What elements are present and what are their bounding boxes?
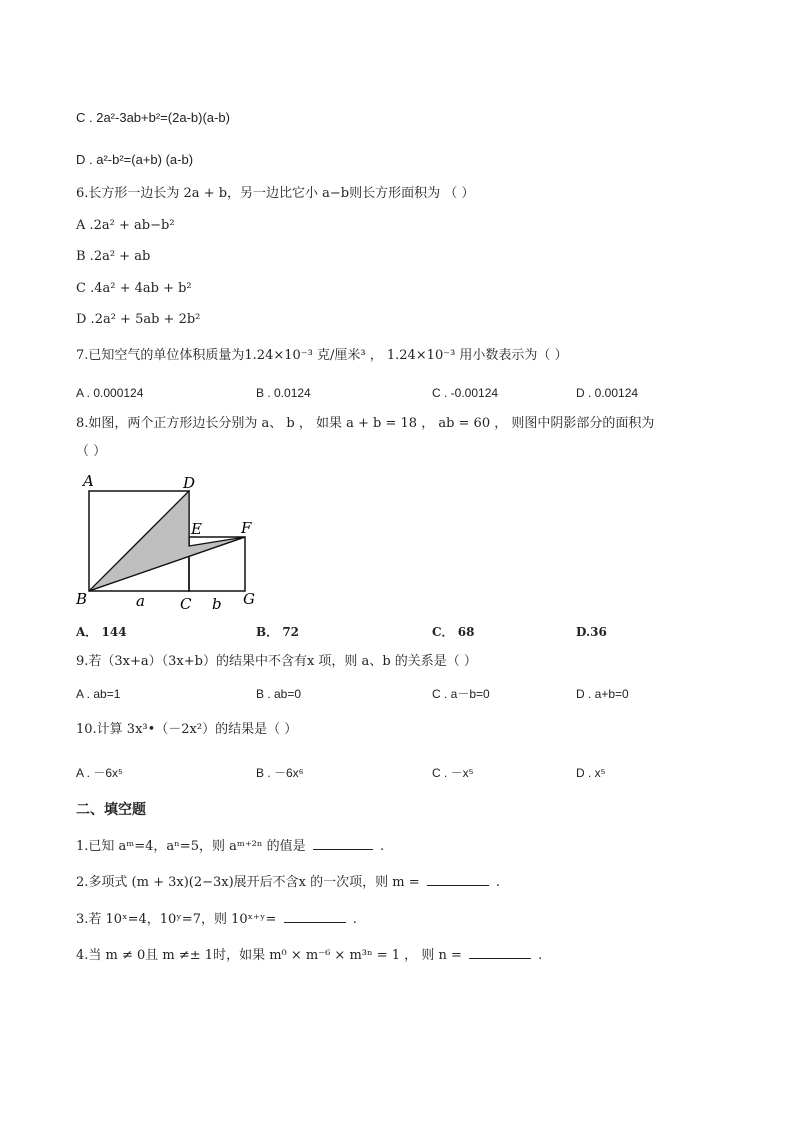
label-e-point: E [191,520,202,538]
q6-option-b: B .2a² + ab [76,249,151,264]
fill-q4-blank[interactable] [469,946,531,959]
q6-option-d: D .2a² + 5ab + 2b² [76,312,201,327]
q7-option-d: D . 0.00124 [576,386,639,400]
q10-option-a: A . －6x⁵ [76,766,123,780]
fill-q4-text: 4.当 m ≠ 0且 m ≠± 1时，如果 m⁰ × m⁻⁶ × m³ⁿ = 1 ， 则 n = [76,948,462,963]
q9-stem: 9.若（3x+a）（3x+b）的结果中不含有x 项，则 a、b 的关系是（ ） [76,654,477,669]
fill-q2-blank[interactable] [427,873,489,886]
q6-stem: 6.长方形一边长为 2a + b，另一边比它小 a−b则长方形面积为 （ ） [76,186,475,201]
fill-q3-blank[interactable] [284,910,346,923]
q9-option-d: D . a+b=0 [576,687,629,701]
fill-q3-text: 3.若 10ˣ=4，10ʸ=7，则 10ˣ⁺ʸ= [76,912,277,927]
fill-q4-end: . [538,948,543,963]
q9-option-c: C . a－b=0 [432,687,490,701]
q8-geometry-figure [70,470,270,615]
fill-q2-end: . [495,875,501,890]
fill-q3-end: . [352,912,357,927]
q5-option-d: D . a²-b²=(a+b) (a-b) [76,152,194,167]
label-c-point: C [180,595,192,613]
label-d-point: D [183,474,196,492]
fill-q1-end: . [379,839,385,854]
q8-option-b: B． 72 [256,625,300,639]
fill-q3 [76,910,357,928]
fill-q1-text: 1.已知 aᵐ=4，aⁿ=5，则 aᵐ⁺²ⁿ 的值是 [76,839,306,854]
q6-option-a: A .2a² + ab−b² [76,218,175,233]
fill-q2 [76,873,500,891]
q5-option-c: C . 2a²-3ab+b²=(2a-b)(a-b) [76,110,230,125]
shaded-region [89,491,245,591]
fill-q1-blank[interactable] [313,837,373,850]
q8-option-d: D.36 [576,625,607,639]
q9-option-a: A . ab=1 [76,687,121,701]
q7-option-b: B . 0.0124 [256,386,311,400]
label-side-a: a [136,592,145,610]
q7-option-c: C . -0.00124 [432,386,499,400]
label-side-b: b [212,595,222,613]
fill-q1 [76,837,384,855]
label-a-point: A [83,472,94,490]
fill-q4 [76,946,542,964]
q10-option-b: B . －6x⁶ [256,766,304,780]
q9-option-b: B . ab=0 [256,687,302,701]
q8-stem: 8.如图，两个正方形边长分别为 a、 b ， 如果 a + b = 18 ， ab = 60 ， 则图中阴影部分的面积为 [76,416,655,431]
q7-option-a: A . 0.000124 [76,386,144,400]
label-b-point: B [76,590,88,608]
label-f-point: F [241,519,252,537]
q10-option-c: C . －x⁵ [432,766,474,780]
label-g-point: G [243,590,255,608]
q10-stem: 10.计算 3x³•（－2x²）的结果是（ ） [76,722,298,737]
section-title: 二、填空题 [76,802,146,818]
q6-option-c: C .4a² + 4ab + b² [76,281,192,296]
q8-option-a: A． 144 [76,625,127,639]
q7-stem: 7.已知空气的单位体积质量为1.24×10⁻³ 克/厘米³ ， 1.24×10⁻³ 用小数表示为（ ） [76,348,568,363]
q8-option-c: C． 68 [432,625,475,639]
q10-option-d: D . x⁵ [576,766,606,780]
fill-q2-text: 2.多项式 (m + 3x)(2−3x)展开后不含x 的一次项，则 m = [76,875,420,890]
q8-stem-paren: （ ） [76,444,107,459]
